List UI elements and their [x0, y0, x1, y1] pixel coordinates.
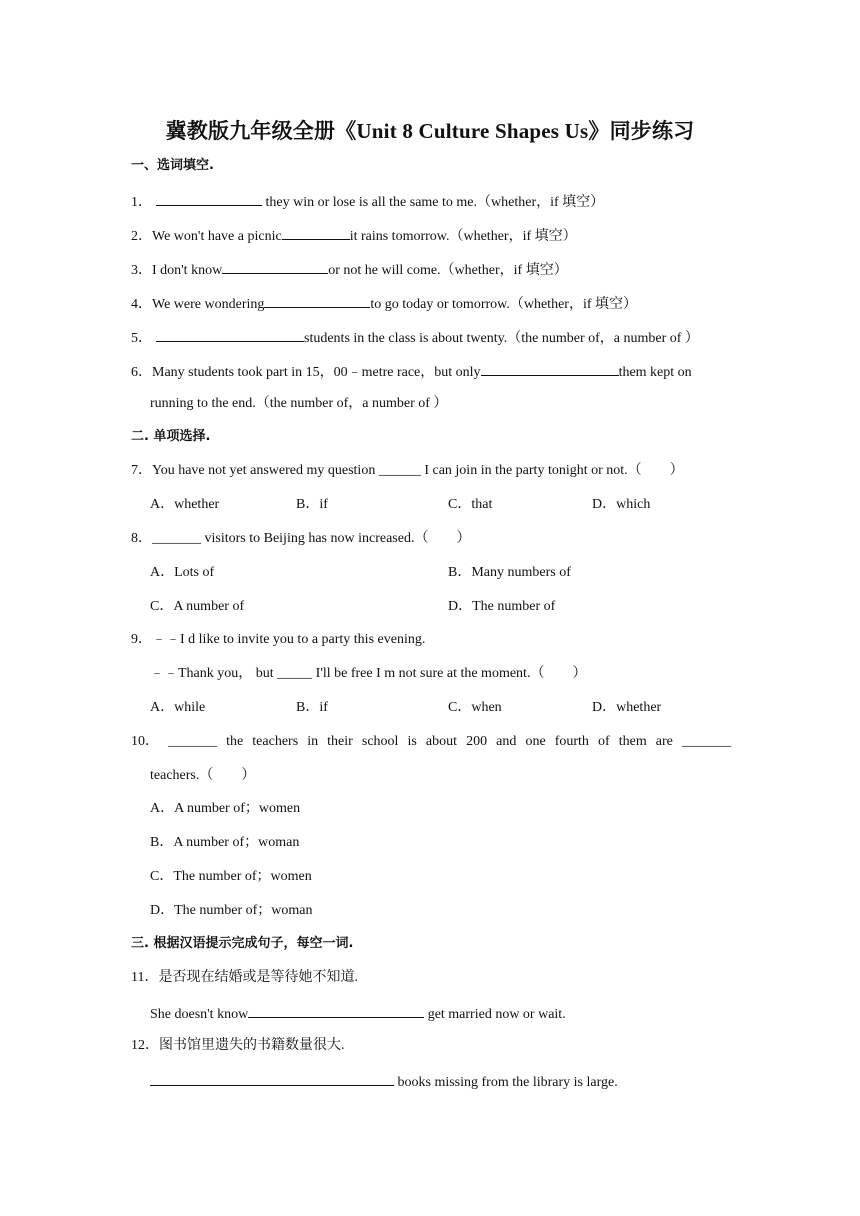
- question-text: Many students took part in 15，00﹣metre race，but only: [152, 365, 481, 380]
- option-a[interactable]: A．A number of；women: [150, 801, 301, 816]
- question-number: 12．: [131, 1038, 159, 1053]
- question-number: 4．: [131, 297, 152, 312]
- question-text: I don't know: [152, 263, 223, 278]
- question-word: is: [407, 734, 417, 749]
- question-number: 5．: [131, 331, 152, 346]
- question-text: they win or lose is all the same to me.（whether，if 填空）: [262, 195, 605, 210]
- question-text: it rains tomorrow.（whether，if 填空）: [349, 229, 577, 244]
- option-d[interactable]: D．which: [592, 497, 651, 512]
- document-title: 冀教版九年级全册《Unit 8 Culture Shapes Us》同步练习: [165, 119, 695, 143]
- answer-blank[interactable]: [156, 327, 304, 342]
- question-word: and: [496, 734, 517, 749]
- question-8: [131, 530, 470, 548]
- option-b[interactable]: B．if: [296, 700, 328, 715]
- question-text: ﹣﹣I d like to invite you to a party this evening.: [152, 632, 426, 647]
- answer-blank[interactable]: [282, 225, 350, 240]
- question-word: teachers: [252, 734, 299, 749]
- option-b[interactable]: B．if: [296, 497, 328, 512]
- question-9-reply: ﹣﹣Thank you， but _____ I'll be free I m not sure at the moment.（ ）: [150, 666, 587, 681]
- answer-blank[interactable]: [156, 191, 262, 206]
- question-number: 10．: [131, 734, 159, 749]
- option-d[interactable]: D．The number of；woman: [150, 903, 313, 918]
- question-11: [131, 969, 358, 987]
- question-number: 2．: [131, 229, 152, 244]
- question-number: 7．: [131, 463, 152, 478]
- option-c[interactable]: C．that: [448, 497, 493, 512]
- question-11-sentence: [150, 1003, 566, 1024]
- answer-blank[interactable]: [150, 1071, 394, 1086]
- question-word: in: [307, 734, 319, 749]
- question-word: 200: [466, 734, 488, 749]
- question-text: _______ visitors to Beijing has now increased.（ ）: [152, 531, 471, 546]
- question-3: [131, 259, 568, 280]
- question-text: We were wondering: [152, 297, 265, 312]
- option-c[interactable]: C．The number of；women: [150, 869, 312, 884]
- question-word: the: [226, 734, 244, 749]
- question-10: [131, 733, 731, 751]
- question-text: students in the class is about twenty.（the number of，a number of ）: [304, 331, 699, 346]
- answer-blank[interactable]: [222, 259, 328, 274]
- answer-blank[interactable]: [248, 1003, 424, 1018]
- question-12: [131, 1037, 345, 1055]
- question-number: 1．: [131, 195, 152, 210]
- question-6-continuation: running to the end.（the number of，a number of ）: [150, 396, 448, 411]
- question-word: are: [655, 734, 673, 749]
- question-word: their: [327, 734, 353, 749]
- answer-blank[interactable]: [481, 361, 619, 376]
- option-b[interactable]: B．Many numbers of: [448, 565, 571, 580]
- chinese-prompt: 图书馆里遗失的书籍数量很大.: [159, 1038, 345, 1053]
- section-heading-3: 三. 根据汉语提示完成句子，每空一词.: [131, 936, 354, 951]
- question-2: [131, 225, 577, 246]
- question-number: 6．: [131, 365, 152, 380]
- question-text: She doesn't know: [150, 1007, 249, 1022]
- option-d[interactable]: D．whether: [592, 700, 662, 715]
- section-heading-1: 一、选词填空.: [131, 158, 214, 173]
- answer-blank[interactable]: _______: [681, 734, 731, 749]
- question-text: books missing from the library is large.: [394, 1075, 618, 1090]
- question-word: of: [598, 734, 610, 749]
- question-text: You have not yet answered my question ______ I can join in the party tonight or not.（ ）: [152, 463, 684, 478]
- question-1: [131, 191, 604, 212]
- answer-blank[interactable]: [264, 293, 370, 308]
- question-number: 9．: [131, 632, 152, 647]
- question-word: about: [425, 734, 458, 749]
- option-d[interactable]: D．The number of: [448, 599, 556, 614]
- question-10-continuation: teachers.（ ）: [150, 768, 256, 783]
- question-4: [131, 293, 637, 314]
- question-number: 3．: [131, 263, 152, 278]
- option-b[interactable]: B．A number of；woman: [150, 835, 300, 850]
- question-6: [131, 361, 692, 382]
- question-word: fourth: [554, 734, 589, 749]
- question-5: [131, 327, 699, 348]
- option-a[interactable]: A．while: [150, 700, 206, 715]
- question-text: or not he will come.（whether，if 填空）: [328, 263, 568, 278]
- option-a[interactable]: A．whether: [150, 497, 220, 512]
- question-text: We won't have a picnic: [152, 229, 282, 244]
- question-number: 8．: [131, 531, 152, 546]
- question-text: to go today or tomorrow.（whether，if 填空）: [370, 297, 637, 312]
- question-text: get married now or wait.: [424, 1007, 566, 1022]
- option-c[interactable]: C．when: [448, 700, 502, 715]
- question-12-sentence: [150, 1071, 618, 1092]
- answer-blank[interactable]: _______: [168, 734, 218, 749]
- question-9: [131, 631, 425, 649]
- question-7: [131, 462, 684, 480]
- option-c[interactable]: C．A number of: [150, 599, 245, 614]
- section-heading-2: 二. 单项选择.: [131, 429, 211, 444]
- option-a[interactable]: A．Lots of: [150, 565, 215, 580]
- question-word: them: [618, 734, 647, 749]
- chinese-prompt: 是否现在结婚或是等待她不知道.: [158, 970, 358, 985]
- question-word: school: [361, 734, 399, 749]
- question-text: them kept on: [618, 365, 692, 380]
- question-number: 11．: [131, 970, 159, 985]
- question-word: one: [525, 734, 546, 749]
